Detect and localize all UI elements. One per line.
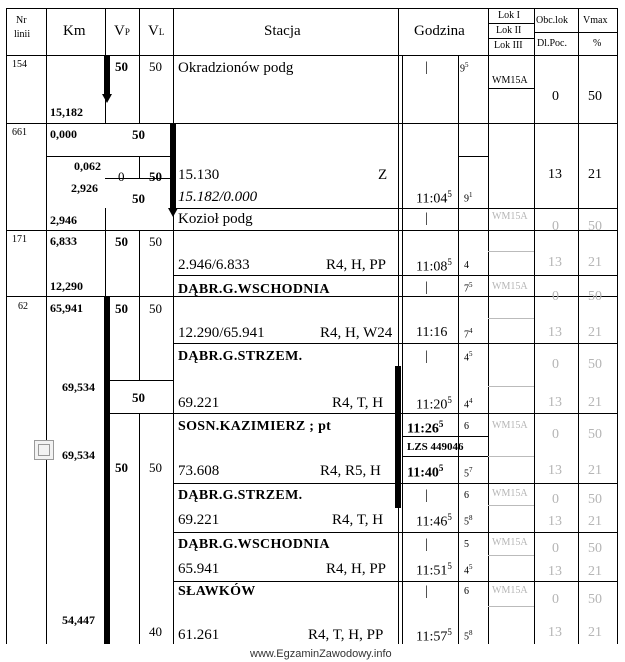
header-lok1: Lok I — [498, 10, 520, 21]
time-value: $11:40^5$ — [407, 463, 444, 481]
track-value: $5^8$ — [464, 514, 473, 528]
km-value: 0,000 — [50, 127, 77, 141]
header-godzina: Godzina — [414, 23, 465, 39]
track-value: 6 — [464, 421, 469, 432]
station-name: DĄBR.G.WSCHODNIA — [178, 282, 330, 297]
header-stacja: Stacja — [264, 23, 301, 39]
km-value: 2,926 — [71, 181, 98, 195]
header-nr: Nr — [16, 15, 27, 26]
station-flags: R4, H, PP — [326, 257, 387, 273]
obc-value: 0 — [552, 427, 559, 442]
obc-value: 13 — [548, 325, 562, 340]
header-vmax: Vmax — [583, 15, 608, 26]
vmax-value: 21 — [588, 463, 602, 478]
track-value: 4 — [464, 260, 469, 271]
time-value: $11:26^5$ — [407, 419, 444, 437]
loco-type: WM15A — [492, 420, 528, 431]
track-value: $4^4$ — [464, 397, 473, 411]
station-flags: R4, T, H, PP — [308, 627, 384, 643]
time-value: $11:51^5$ — [416, 561, 452, 579]
time-value: | — [425, 280, 428, 295]
header-lok2: Lok II — [496, 25, 522, 36]
vl-value: 50 — [149, 301, 162, 316]
speed-bar — [104, 56, 110, 94]
station-km: 15.130 — [178, 167, 220, 183]
obc-value: 13 — [548, 514, 562, 529]
time-value: 11:16 — [416, 325, 448, 340]
loco-type: WM15A — [492, 537, 528, 548]
station-flags: R4, T, H — [332, 512, 384, 528]
v-value: 50 — [132, 127, 145, 142]
track-value: $4^5$ — [464, 563, 473, 577]
vl-value: 50 — [149, 59, 162, 74]
station-km: 2.946/6.833 — [178, 257, 250, 273]
station-name: Kozioł podg — [178, 211, 253, 227]
track-value: $4^5$ — [464, 350, 473, 364]
vl-value: 50 — [149, 234, 162, 249]
station-km: 61.261 — [178, 627, 220, 643]
vmax-value: 50 — [588, 289, 602, 304]
timetable-table — [6, 8, 618, 644]
vmax-value: 21 — [588, 167, 602, 182]
station-name: Okradzionów podg — [178, 60, 294, 76]
station-km: 65.941 — [178, 561, 220, 577]
vmax-value: 21 — [588, 514, 602, 529]
time-value: $11:57^5$ — [416, 627, 452, 645]
vp-value: 50 — [115, 301, 128, 316]
v-value: 50 — [132, 191, 145, 206]
obc-value: 0 — [552, 89, 559, 104]
km-value: 54,447 — [62, 613, 95, 627]
vp-value: 50 — [115, 234, 128, 249]
vmax-value: 50 — [588, 492, 602, 507]
station-name: DĄBR.G.STRZEM. — [178, 349, 303, 364]
track-value: $5^7$ — [464, 466, 473, 480]
time-value: $11:04^5$ — [416, 189, 452, 207]
vmax-value: 50 — [588, 427, 602, 442]
vp-value: 50 — [115, 460, 128, 475]
station-flags: R4, R5, H — [320, 463, 381, 479]
vmax-value: 21 — [588, 625, 602, 640]
km-value: 2,946 — [50, 213, 77, 227]
v-value: 50 — [132, 390, 145, 405]
loco-type: WM15A — [492, 488, 528, 499]
time-value: | — [425, 584, 428, 599]
line-number: 62 — [18, 301, 28, 312]
km-value: 0,062 — [74, 159, 101, 173]
obc-value: 0 — [552, 492, 559, 507]
loco-type: WM15A — [492, 281, 528, 292]
obc-value: 0 — [552, 219, 559, 234]
watermark: www.EgzaminZawodowy.info — [250, 648, 392, 660]
station-km: 73.608 — [178, 463, 220, 479]
obc-value: 13 — [548, 463, 562, 478]
station-name: DĄBR.G.WSCHODNIA — [178, 537, 330, 552]
vl-value: 40 — [149, 624, 162, 639]
obc-value: 13 — [548, 395, 562, 410]
track-value: 6 — [464, 586, 469, 597]
header-obc-lok: Obc.lok — [536, 15, 568, 26]
vmax-value: 50 — [588, 592, 602, 607]
header-percent: % — [593, 38, 602, 49]
track-value: 6 — [464, 490, 469, 501]
speed-arrow-icon — [168, 208, 178, 217]
station-flags: R4, H, PP — [326, 561, 387, 577]
v-value: 0 — [118, 169, 125, 184]
header-km: Km — [63, 23, 86, 39]
station-name: SOSN.KAZIMIERZ ; pt — [178, 419, 332, 434]
time-value: | — [425, 60, 428, 75]
vmax-value: 50 — [588, 541, 602, 556]
time-value: | — [425, 537, 428, 552]
track-value: $7^5$ — [464, 281, 473, 295]
km-value: 6,833 — [50, 234, 77, 248]
station-flag: Z — [378, 167, 388, 183]
obc-value: 13 — [548, 255, 562, 270]
vmax-value: 50 — [588, 357, 602, 372]
time-value: $11:08^5$ — [416, 257, 452, 275]
station-name: SŁAWKÓW — [178, 584, 256, 599]
track-value: $9^1$ — [464, 191, 473, 205]
track-value: 5 — [464, 539, 469, 550]
obc-value: 0 — [552, 541, 559, 556]
time-value: $11:46^5$ — [416, 512, 452, 530]
km-value: 69,534 — [62, 380, 95, 394]
speed-bar — [104, 296, 110, 644]
time-value: | — [425, 349, 428, 364]
vmax-value: 21 — [588, 325, 602, 340]
speed-bar — [170, 124, 176, 208]
station-name: DĄBR.G.STRZEM. — [178, 488, 303, 503]
vl-value: 50 — [149, 460, 162, 475]
time-value: | — [425, 211, 428, 226]
obc-value: 13 — [548, 167, 562, 182]
loco-type: WM15A — [492, 585, 528, 596]
vmax-value: 50 — [588, 219, 602, 234]
obc-value: 0 — [552, 592, 559, 607]
header-lok3: Lok III — [494, 40, 523, 51]
km-value: 65,941 — [50, 301, 83, 315]
vmax-value: 21 — [588, 395, 602, 410]
loco-type: WM15A — [492, 75, 528, 86]
header-dl-poc: Dl.Poc. — [537, 38, 567, 49]
time-value: | — [425, 488, 428, 503]
header-vl: VL — [148, 23, 165, 39]
station-km: 69.221 — [178, 395, 220, 411]
stamp-icon — [34, 440, 54, 460]
vmax-value: 50 — [588, 89, 602, 104]
time-value: $11:20^5$ — [416, 395, 452, 413]
km-value: 69,534 — [62, 448, 95, 462]
obc-value: 0 — [552, 357, 559, 372]
track-value: $5^8$ — [464, 629, 473, 643]
station-km: 69.221 — [178, 512, 220, 528]
header-linii: linii — [14, 29, 31, 40]
km-value: 15,182 — [50, 105, 83, 119]
track-value: $7^4$ — [464, 327, 473, 341]
obc-value: 0 — [552, 289, 559, 304]
obc-value: 13 — [548, 625, 562, 640]
station-flags: R4, H, W24 — [320, 325, 393, 341]
track-value: $9^5$ — [460, 61, 469, 75]
lzs-label: LZS 449046 — [407, 441, 464, 453]
obc-value: 13 — [548, 564, 562, 579]
vmax-value: 21 — [588, 255, 602, 270]
station-km: 12.290/65.941 — [178, 325, 265, 341]
v-value: 50 — [149, 169, 162, 184]
speed-arrow-icon — [102, 94, 112, 103]
line-number: 154 — [12, 59, 27, 70]
loco-type: WM15A — [492, 211, 528, 222]
line-number: 171 — [12, 234, 27, 245]
header-vp: VP — [114, 23, 130, 39]
station-flags: R4, T, H — [332, 395, 384, 411]
vmax-value: 21 — [588, 564, 602, 579]
station-km: 15.182/0.000 — [178, 189, 258, 205]
vp-value: 50 — [115, 59, 128, 74]
speed-bar — [395, 366, 401, 508]
km-value: 12,290 — [50, 279, 83, 293]
line-number: 661 — [12, 127, 27, 138]
